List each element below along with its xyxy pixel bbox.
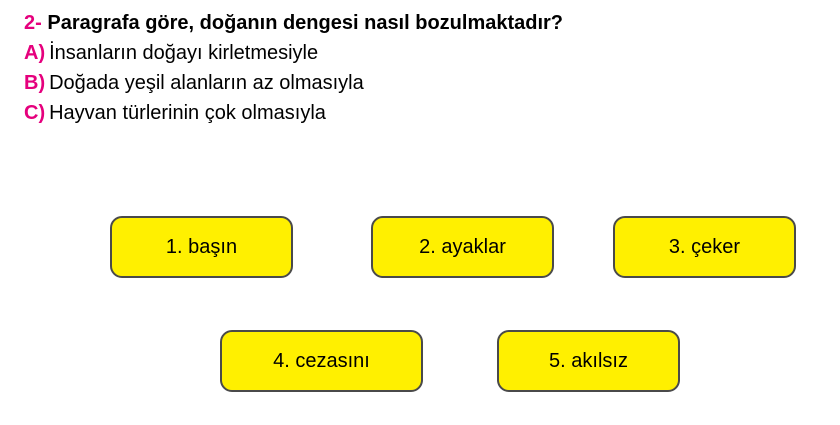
question-text: Paragrafa göre, doğanın dengesi nasıl bozulmaktadır? — [47, 12, 564, 34]
option-a-letter: A) — [24, 42, 46, 64]
word-card-2-label: 2. ayaklar — [419, 235, 506, 258]
question-prompt — [24, 8, 824, 38]
word-card-4-label: 4. cezasını — [273, 349, 370, 372]
question-block — [24, 8, 824, 128]
word-card-3-label: 3. çeker — [668, 235, 741, 258]
option-b-letter: B) — [24, 72, 46, 94]
option-c[interactable] — [24, 98, 824, 128]
word-card-1[interactable] — [110, 216, 293, 278]
question-number: 2- — [24, 12, 42, 34]
word-card-5-label: 5. akılsız — [549, 349, 628, 372]
option-a[interactable] — [24, 38, 824, 68]
option-a-text: İnsanların doğayı kirletmesiyle — [49, 42, 319, 64]
word-card-3[interactable] — [613, 216, 796, 278]
word-card-5[interactable] — [497, 330, 680, 392]
option-b[interactable] — [24, 68, 824, 98]
option-c-letter: C) — [24, 102, 46, 124]
option-c-text: Hayvan türlerinin çok olmasıyla — [49, 102, 326, 124]
option-b-text: Doğada yeşil alanların az olmasıyla — [49, 72, 364, 94]
word-card-4[interactable] — [220, 330, 423, 392]
word-card-1-label: 1. başın — [165, 235, 238, 258]
word-card-2[interactable] — [371, 216, 554, 278]
